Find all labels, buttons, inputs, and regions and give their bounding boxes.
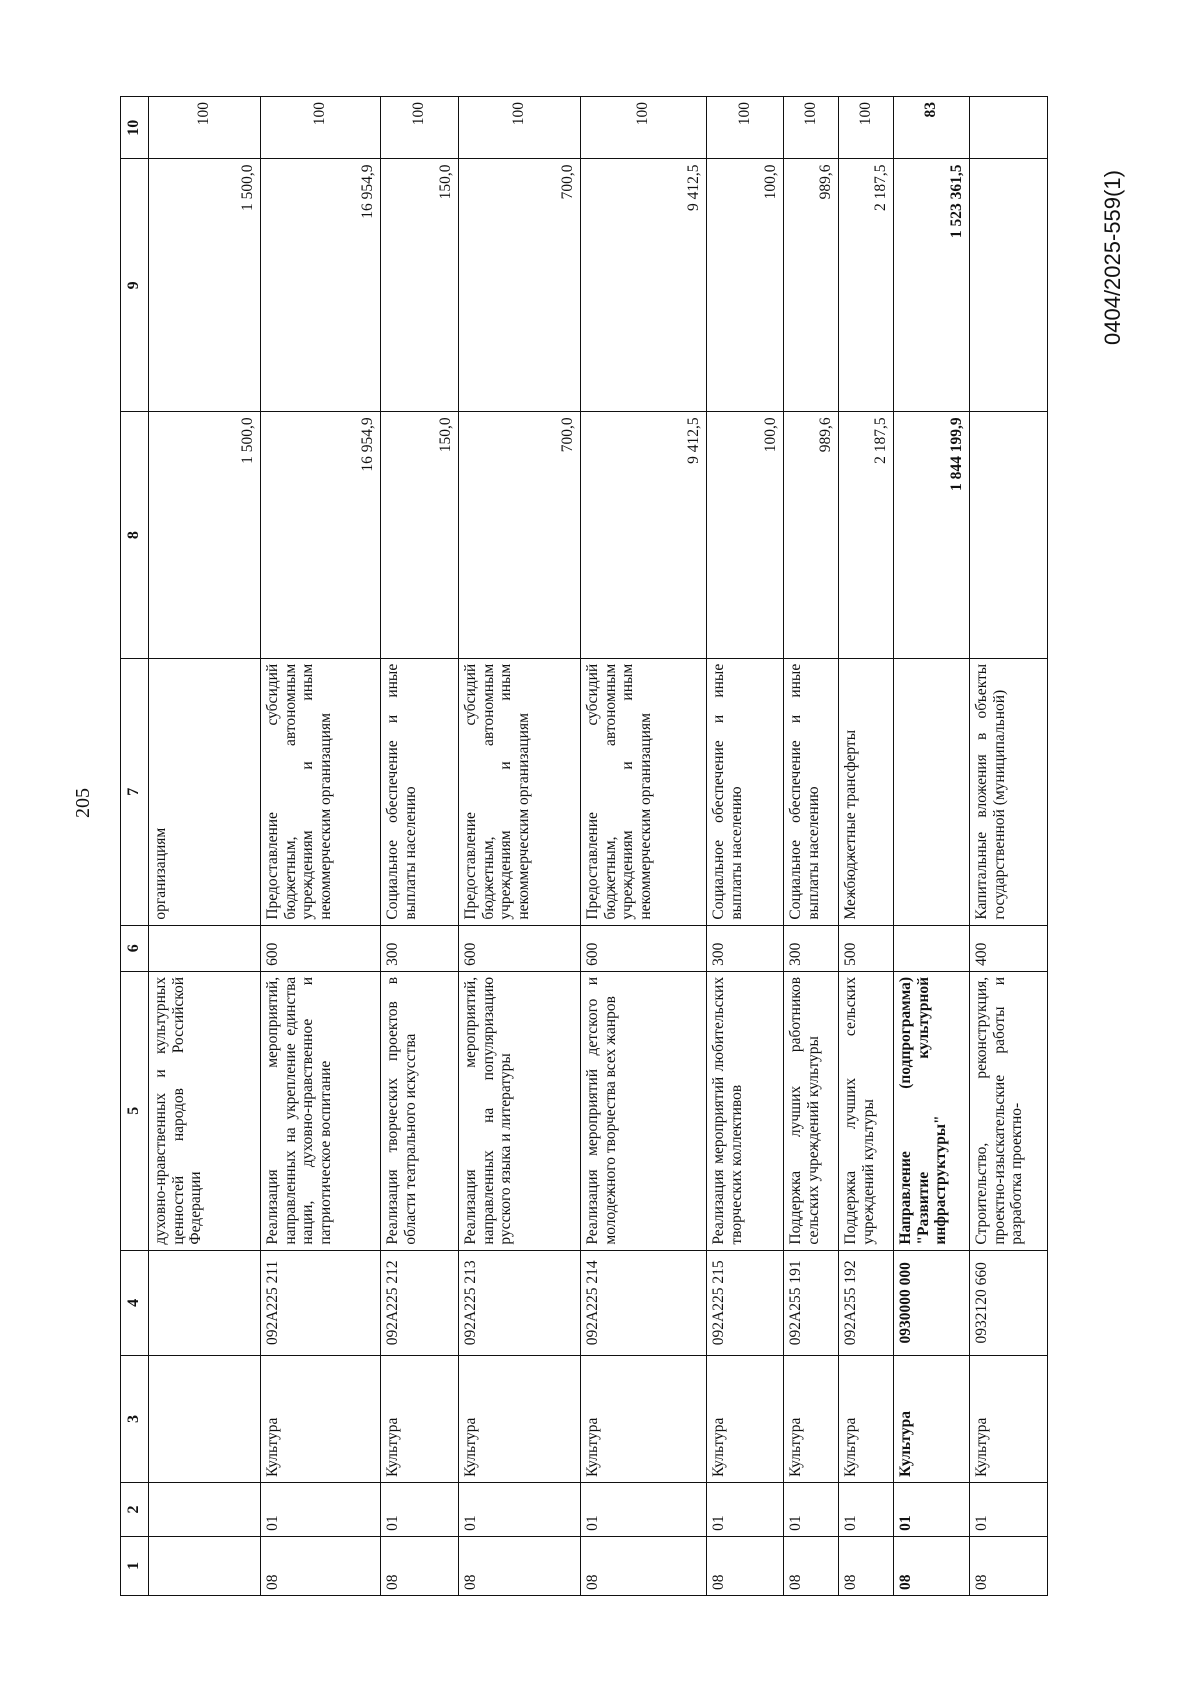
article-name: Реализация мероприятий, направленных на укрепление единства нации, духовно-нравственное и патриотическое воспитание (260, 971, 380, 1250)
planned-amount: 989,6 (783, 412, 838, 658)
col-header: 6 (121, 925, 149, 971)
col-header: 9 (121, 159, 149, 412)
col-header: 10 (121, 97, 149, 159)
col-header: 8 (121, 412, 149, 658)
execution-percent: 100 (148, 97, 260, 159)
subsection-code: 01 (783, 1483, 838, 1537)
section-name: Культура (706, 1356, 783, 1483)
table-row (380, 97, 458, 1596)
execution-percent: 83 (893, 97, 969, 159)
target-article-code: 092А225 213 (458, 1250, 580, 1355)
target-article-code: 0932120 660 (969, 1250, 1047, 1355)
article-name: Реализация творческих проектов в области театрального искусства (380, 971, 458, 1250)
expense-type-name: Межбюджетные трансферты (838, 658, 893, 925)
subsection-code: 01 (706, 1483, 783, 1537)
section-code: 08 (838, 1536, 893, 1595)
subsection-code: 01 (380, 1483, 458, 1537)
expense-type-name (893, 658, 969, 925)
table-row (838, 97, 893, 1596)
col-header: 5 (121, 971, 149, 1250)
planned-amount: 1 500,0 (148, 412, 260, 658)
executed-amount (969, 159, 1047, 412)
col-header: 1 (121, 1536, 149, 1595)
article-name: Реализация мероприятий детского и молодежного творчества всех жанров (580, 971, 706, 1250)
planned-amount: 150,0 (380, 412, 458, 658)
planned-amount: 2 187,5 (838, 412, 893, 658)
section-name: Культура (380, 1356, 458, 1483)
section-name: Культура (969, 1356, 1047, 1483)
article-name: Реализация мероприятий любительских творческих коллективов (706, 971, 783, 1250)
executed-amount: 16 954,9 (260, 159, 380, 412)
expense-type-name: Предоставление субсидий бюджетным, автономным учреждениям и иным некоммерческим организациям (580, 658, 706, 925)
executed-amount: 9 412,5 (580, 159, 706, 412)
budget-table (120, 96, 1048, 1596)
section-code: 08 (380, 1536, 458, 1595)
executed-amount: 150,0 (380, 159, 458, 412)
target-article-code: 092А225 215 (706, 1250, 783, 1355)
expense-type-code: 600 (580, 925, 706, 971)
expense-type-code: 500 (838, 925, 893, 971)
col-header: 2 (121, 1483, 149, 1537)
table-row (969, 97, 1047, 1596)
expense-type-name: организациям (148, 658, 260, 925)
expense-type-name: Социальное обеспечение и иные выплаты населению (380, 658, 458, 925)
expense-type-code: 600 (260, 925, 380, 971)
planned-amount: 100,0 (706, 412, 783, 658)
article-name: Направление (подпрограмма) "Развитие культурной инфраструктуры" (893, 971, 969, 1250)
article-name: Поддержка лучших работников сельских учреждений культуры (783, 971, 838, 1250)
expense-type-name: Предоставление субсидий бюджетным, автономным учреждениям и иным некоммерческим организациям (458, 658, 580, 925)
section-code: 08 (783, 1536, 838, 1595)
subsection-code: 01 (580, 1483, 706, 1537)
article-name: Поддержка лучших сельских учреждений культуры (838, 971, 893, 1250)
expense-type-code: 300 (380, 925, 458, 971)
section-name: Культура (260, 1356, 380, 1483)
section-code: 08 (580, 1536, 706, 1595)
expense-type-name: Капитальные вложения в объекты государственной (муниципальной) (969, 658, 1047, 925)
planned-amount (969, 412, 1047, 658)
subsection-code: 01 (260, 1483, 380, 1537)
article-name: Строительство, реконструкция, проектно-изыскательские работы и разработка проектно- (969, 971, 1047, 1250)
target-article-code: 0930000 000 (893, 1250, 969, 1355)
col-header: 4 (121, 1250, 149, 1355)
article-name: Реализация мероприятий, направленных на популяризацию русского языка и литературы (458, 971, 580, 1250)
planned-amount: 700,0 (458, 412, 580, 658)
expense-type-code: 400 (969, 925, 1047, 971)
table-row (580, 97, 706, 1596)
section-name: Культура (893, 1356, 969, 1483)
col-header: 3 (121, 1356, 149, 1483)
col-header: 7 (121, 658, 149, 925)
expense-type-code: 300 (706, 925, 783, 971)
execution-percent: 100 (458, 97, 580, 159)
target-article-code: 092А225 214 (580, 1250, 706, 1355)
section-code: 08 (458, 1536, 580, 1595)
subsection-code: 01 (838, 1483, 893, 1537)
expense-type-name: Предоставление субсидий бюджетным, автономным учреждениям и иным некоммерческим организациям (260, 658, 380, 925)
subsection-code: 01 (893, 1483, 969, 1537)
subsection-code: 01 (969, 1483, 1047, 1537)
table-row (706, 97, 783, 1596)
expense-type-code: 300 (783, 925, 838, 971)
header-row (121, 97, 149, 1596)
section-name: Культура (838, 1356, 893, 1483)
execution-percent (969, 97, 1047, 159)
target-article-code (148, 1250, 260, 1355)
section-code: 08 (706, 1536, 783, 1595)
planned-amount: 9 412,5 (580, 412, 706, 658)
subsection-code: 01 (458, 1483, 580, 1537)
execution-percent: 100 (838, 97, 893, 159)
expense-type-code: 600 (458, 925, 580, 971)
table-row (783, 97, 838, 1596)
section-code: 08 (260, 1536, 380, 1595)
table-row (893, 97, 969, 1596)
executed-amount: 700,0 (458, 159, 580, 412)
executed-amount: 1 523 361,5 (893, 159, 969, 412)
target-article-code: 092А255 192 (838, 1250, 893, 1355)
table-row (148, 97, 260, 1596)
expense-type-code (893, 925, 969, 971)
expense-type-code (148, 925, 260, 971)
budget-table-container (120, 96, 1048, 1596)
expense-type-name: Социальное обеспечение и иные выплаты населению (783, 658, 838, 925)
execution-percent: 100 (580, 97, 706, 159)
execution-percent: 100 (783, 97, 838, 159)
executed-amount: 1 500,0 (148, 159, 260, 412)
section-name (148, 1356, 260, 1483)
table-row (260, 97, 380, 1596)
target-article-code: 092А225 212 (380, 1250, 458, 1355)
section-code: 08 (893, 1536, 969, 1595)
section-name: Культура (458, 1356, 580, 1483)
planned-amount: 1 844 199,9 (893, 412, 969, 658)
executed-amount: 2 187,5 (838, 159, 893, 412)
section-code (148, 1536, 260, 1595)
table-row (458, 97, 580, 1596)
planned-amount: 16 954,9 (260, 412, 380, 658)
executed-amount: 100,0 (706, 159, 783, 412)
page-number: 205 (72, 788, 94, 818)
subsection-code (148, 1483, 260, 1537)
document-id: 0404/2025-559(1) (1100, 170, 1125, 345)
section-name: Культура (580, 1356, 706, 1483)
article-name: духовно-нравственных и культурных ценностей народов Российской Федерации (148, 971, 260, 1250)
section-code: 08 (969, 1536, 1047, 1595)
execution-percent: 100 (380, 97, 458, 159)
target-article-code: 092А225 211 (260, 1250, 380, 1355)
section-name: Культура (783, 1356, 838, 1483)
expense-type-name: Социальное обеспечение и иные выплаты населению (706, 658, 783, 925)
execution-percent: 100 (706, 97, 783, 159)
target-article-code: 092А255 191 (783, 1250, 838, 1355)
executed-amount: 989,6 (783, 159, 838, 412)
execution-percent: 100 (260, 97, 380, 159)
